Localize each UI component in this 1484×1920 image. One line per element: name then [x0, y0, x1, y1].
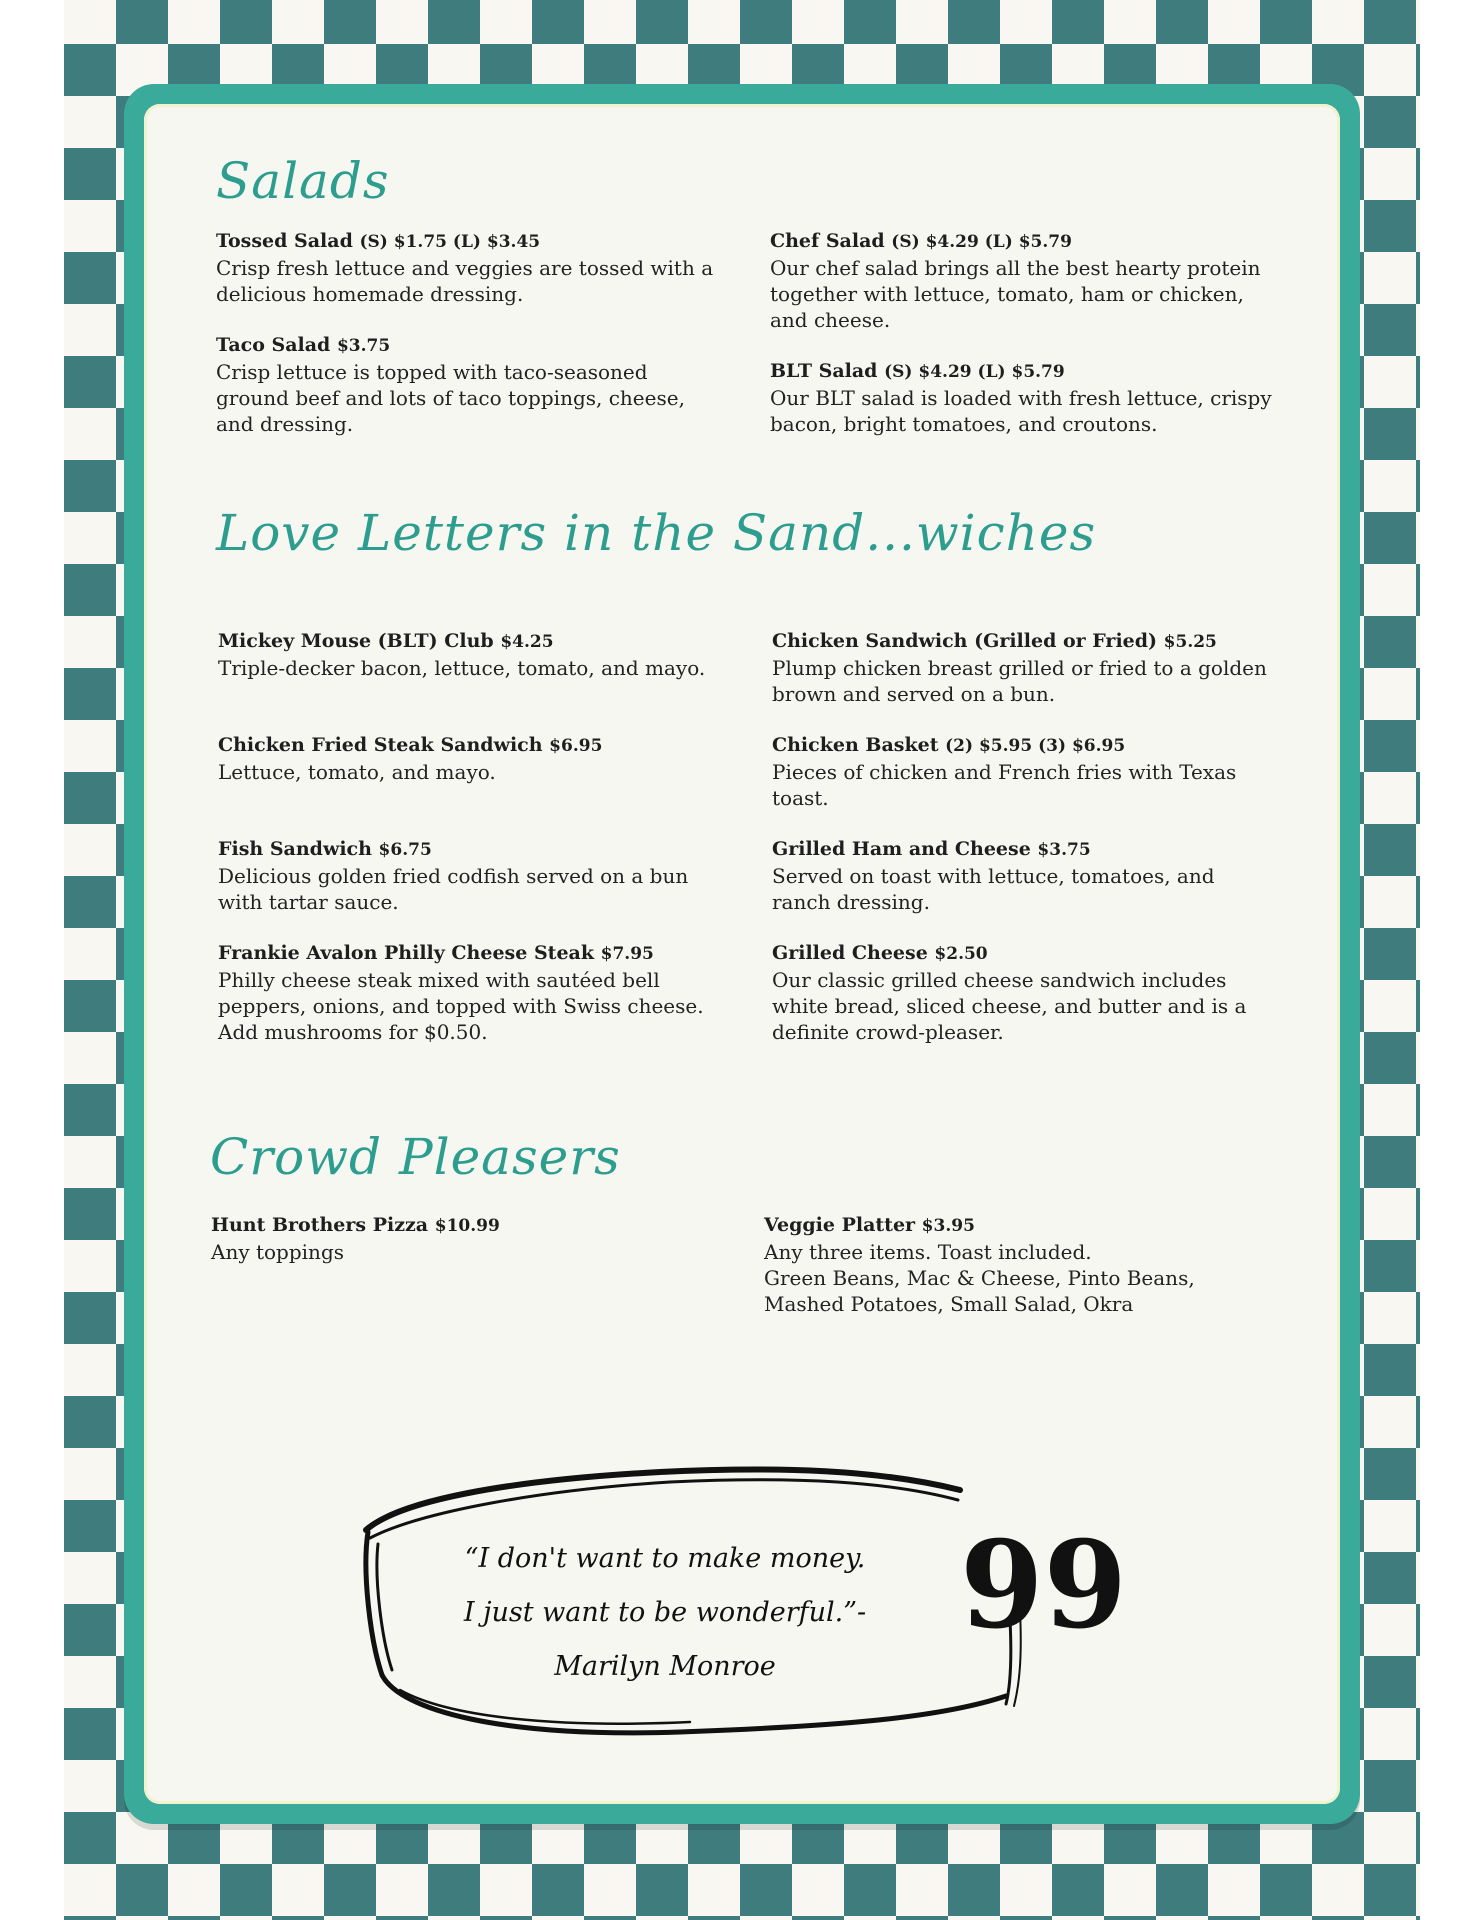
- description-line: Lettuce, tomato, and mayo.: [218, 760, 496, 784]
- menu-item: [772, 836, 1292, 915]
- quote-line: I just want to be wonderful.”-: [463, 1597, 867, 1628]
- item-price: $10.99: [434, 1216, 500, 1236]
- item-description: [770, 385, 1290, 437]
- item-name: Grilled Ham and Cheese: [772, 838, 1031, 860]
- description-line: Our chef salad brings all the best hearty protein: [770, 256, 1261, 280]
- item-heading: [772, 836, 1292, 863]
- item-name: Chef Salad: [770, 230, 885, 252]
- menu-item: [772, 732, 1292, 811]
- item-heading: [770, 228, 1290, 255]
- item-name: Fish Sandwich: [218, 838, 372, 860]
- item-price: $6.75: [378, 840, 432, 860]
- description-line: Add mushrooms for $0.50.: [218, 1020, 488, 1044]
- quote-box: [360, 1460, 1127, 1740]
- item-heading: [218, 940, 738, 967]
- menu-item: [218, 940, 738, 1045]
- item-description: [770, 255, 1290, 333]
- item-price: $3.75: [1037, 840, 1091, 860]
- description-line: Our BLT salad is loaded with fresh lettuce, crispy: [770, 386, 1272, 410]
- menu-item: [218, 836, 738, 915]
- description-line: with tartar sauce.: [218, 890, 399, 914]
- item-heading: [211, 1212, 731, 1239]
- quote-text: [455, 1532, 875, 1694]
- item-name: Grilled Cheese: [772, 942, 928, 964]
- description-line: delicious homemade dressing.: [216, 282, 524, 306]
- item-name: Veggie Platter: [764, 1214, 916, 1236]
- menu-item: [211, 1212, 731, 1265]
- description-line: Mashed Potatoes, Small Salad, Okra: [764, 1292, 1134, 1316]
- item-description: [772, 967, 1292, 1045]
- item-name: Mickey Mouse (BLT) Club: [218, 630, 494, 652]
- menu-item: [770, 228, 1290, 333]
- item-price: (S) $1.75 (L) $3.45: [359, 232, 541, 252]
- item-name: Chicken Basket: [772, 734, 939, 756]
- description-line: brown and served on a bun.: [772, 682, 1056, 706]
- quote-line: “I don't want to make money.: [464, 1543, 866, 1574]
- item-description: [218, 967, 738, 1045]
- item-price: $7.95: [600, 944, 654, 964]
- description-line: definite crowd-pleaser.: [772, 1020, 1004, 1044]
- item-name: BLT Salad: [770, 360, 878, 382]
- item-heading: [772, 732, 1292, 759]
- item-name: Tossed Salad: [216, 230, 353, 252]
- item-price: $5.25: [1163, 632, 1217, 652]
- description-line: Crisp fresh lettuce and veggies are tossed with a: [216, 256, 714, 280]
- item-description: [216, 255, 736, 307]
- description-line: Pieces of chicken and French fries with Texas: [772, 760, 1237, 784]
- item-description: [772, 655, 1292, 707]
- item-name: Taco Salad: [216, 334, 331, 356]
- item-price: $4.25: [500, 632, 554, 652]
- description-line: Delicious golden fried codfish served on a bun: [218, 864, 689, 888]
- item-description: [218, 655, 738, 681]
- description-line: Philly cheese steak mixed with sautéed bell: [218, 968, 660, 992]
- item-name: Hunt Brothers Pizza: [211, 1214, 429, 1236]
- description-line: Our classic grilled cheese sandwich includes: [772, 968, 1227, 992]
- description-line: Triple-decker bacon, lettuce, tomato, and mayo.: [218, 656, 706, 680]
- section-title-sandwiches: Love Letters in the Sand...wiches: [216, 504, 1097, 562]
- item-heading: [772, 940, 1292, 967]
- item-heading: [216, 228, 736, 255]
- menu-item: [218, 628, 738, 681]
- description-line: together with lettuce, tomato, ham or chicken,: [770, 282, 1244, 306]
- item-price: $2.50: [934, 944, 988, 964]
- menu-item: [772, 940, 1292, 1045]
- menu-item: [770, 358, 1290, 437]
- description-line: Served on toast with lettuce, tomatoes, and: [772, 864, 1215, 888]
- item-heading: [218, 732, 738, 759]
- item-name: Frankie Avalon Philly Cheese Steak: [218, 942, 595, 964]
- item-description: [764, 1239, 1284, 1317]
- description-line: and dressing.: [216, 412, 354, 436]
- description-line: Any toppings: [211, 1240, 345, 1264]
- item-price: (S) $4.29 (L) $5.79: [891, 232, 1072, 252]
- description-line: white bread, sliced cheese, and butter and is a: [772, 994, 1247, 1018]
- item-heading: [770, 358, 1290, 385]
- item-price: $6.95: [549, 736, 603, 756]
- description-line: Plump chicken breast grilled or fried to a golden: [772, 656, 1267, 680]
- description-line: and cheese.: [770, 308, 891, 332]
- item-name: Chicken Sandwich (Grilled or Fried): [772, 630, 1158, 652]
- description-line: Crisp lettuce is topped with taco-seasoned: [216, 360, 648, 384]
- item-price: (2) $5.95 (3) $6.95: [945, 736, 1126, 756]
- menu-item: [764, 1212, 1284, 1317]
- item-heading: [218, 836, 738, 863]
- item-heading: [764, 1212, 1284, 1239]
- menu-item: [772, 628, 1292, 707]
- item-description: [216, 359, 736, 437]
- description-line: Any three items. Toast included.: [764, 1240, 1092, 1264]
- description-line: Green Beans, Mac & Cheese, Pinto Beans,: [764, 1266, 1195, 1290]
- quote-author: Marilyn Monroe: [554, 1651, 776, 1682]
- menu-item: [216, 228, 736, 307]
- item-description: [772, 863, 1292, 915]
- item-price: $3.75: [336, 336, 391, 356]
- item-description: [218, 759, 738, 785]
- section-title-crowd-pleasers: Crowd Pleasers: [210, 1128, 621, 1186]
- item-heading: [216, 332, 736, 359]
- item-heading: [218, 628, 738, 655]
- description-line: ground beef and lots of taco toppings, cheese,: [216, 386, 685, 410]
- item-description: [211, 1239, 731, 1265]
- description-line: bacon, bright tomatoes, and croutons.: [770, 412, 1158, 436]
- item-description: [772, 759, 1292, 811]
- item-price: $3.95: [921, 1216, 975, 1236]
- menu-item: [216, 332, 736, 437]
- description-line: peppers, onions, and topped with Swiss cheese.: [218, 994, 704, 1018]
- quotation-mark-icon: 99: [960, 1515, 1127, 1656]
- item-description: [218, 863, 738, 915]
- item-price: (S) $4.29 (L) $5.79: [884, 362, 1065, 382]
- description-line: ranch dressing.: [772, 890, 930, 914]
- item-name: Chicken Fried Steak Sandwich: [218, 734, 543, 756]
- description-line: toast.: [772, 786, 829, 810]
- item-heading: [772, 628, 1292, 655]
- menu-item: [218, 732, 738, 785]
- section-title-salads: Salads: [216, 152, 390, 210]
